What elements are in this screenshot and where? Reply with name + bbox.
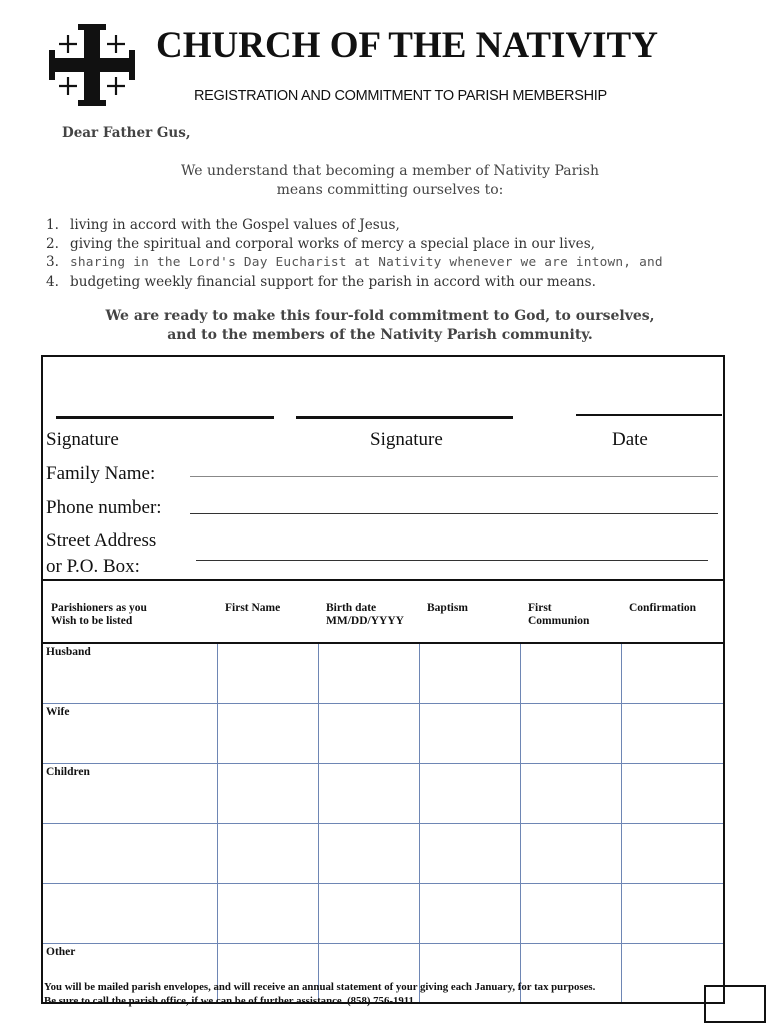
address-field[interactable] xyxy=(196,560,708,561)
cell[interactable] xyxy=(217,764,318,824)
list-item xyxy=(46,235,663,254)
intro-line-1: We understand that becoming a member of Nativity Parish xyxy=(181,163,599,179)
list-item-text: budgeting weekly financial support for the parish in accord with our means. xyxy=(70,273,596,290)
address-label-line-1: Street Address xyxy=(46,530,157,551)
row-label-husband: Husband xyxy=(42,643,217,704)
table-header-row xyxy=(42,580,724,643)
page-title: CHURCH OF THE NATIVITY xyxy=(156,25,658,66)
greeting: Dear Father Gus, xyxy=(62,125,191,141)
cell[interactable] xyxy=(621,643,724,704)
header-first-name: First Name xyxy=(217,580,318,643)
row-label-blank xyxy=(42,884,217,944)
date-line[interactable] xyxy=(576,414,722,416)
list-item xyxy=(46,216,663,235)
cell[interactable] xyxy=(318,764,419,824)
table-row xyxy=(42,643,724,704)
jerusalem-cross-logo xyxy=(48,22,136,108)
date-label: Date xyxy=(612,429,648,450)
cell[interactable] xyxy=(419,704,520,764)
header-first-communion: First Communion xyxy=(520,580,621,643)
cell[interactable] xyxy=(217,884,318,944)
header-baptism: Baptism xyxy=(419,580,520,643)
row-label-children: Children xyxy=(42,764,217,824)
list-item-text: sharing in the Lord's Day Eucharist at Nativity whenever we are intown, and xyxy=(70,255,663,270)
footer-note xyxy=(44,981,595,1008)
cell[interactable] xyxy=(419,643,520,704)
commitment-list xyxy=(46,216,663,291)
list-item-text: living in accord with the Gospel values of Jesus, xyxy=(70,217,400,233)
cell[interactable] xyxy=(621,884,724,944)
list-item-number: 3. xyxy=(46,254,59,270)
cell[interactable] xyxy=(419,764,520,824)
cell[interactable] xyxy=(520,764,621,824)
commitment-line-2: and to the members of the Nativity Parish community. xyxy=(167,327,593,343)
phone-field[interactable] xyxy=(190,513,718,514)
cell[interactable] xyxy=(318,824,419,884)
row-label-other: Other xyxy=(42,944,217,1004)
cell[interactable] xyxy=(520,704,621,764)
cell[interactable] xyxy=(419,824,520,884)
cell[interactable] xyxy=(318,884,419,944)
cell[interactable] xyxy=(621,764,724,824)
intro-line-2: means committing ourselves to: xyxy=(276,182,504,198)
table-row xyxy=(42,824,724,884)
list-item-number: 2. xyxy=(46,235,59,252)
parishioner-table xyxy=(41,579,725,1004)
address-label-line-2: or P.O. Box: xyxy=(46,556,140,577)
list-item-number: 1. xyxy=(46,217,59,233)
commitment-line-1: We are ready to make this four-fold commitment to God, to ourselves, xyxy=(105,308,655,324)
cell[interactable] xyxy=(217,824,318,884)
cell[interactable] xyxy=(520,884,621,944)
cell[interactable] xyxy=(217,704,318,764)
list-item xyxy=(46,253,663,273)
intro-text xyxy=(140,162,640,200)
list-item-text: giving the spiritual and corporal works of mercy a special place in our lives, xyxy=(70,235,595,252)
cell[interactable] xyxy=(621,704,724,764)
header-birth-date: Birth date MM/DD/YYYY xyxy=(318,580,419,643)
cell[interactable] xyxy=(621,824,724,884)
footer-line-1: You will be mailed parish envelopes, and will receive an annual statement of your giving each January, for tax purposes. xyxy=(44,981,596,993)
signature-2-line[interactable] xyxy=(296,416,513,419)
phone-label: Phone number: xyxy=(46,497,162,518)
cell[interactable] xyxy=(520,824,621,884)
signature-1-label: Signature xyxy=(46,429,119,450)
footer-line-2: Be sure to call the parish office, if we can be of further assistance. (858) 756-1911 xyxy=(44,994,414,1007)
list-item-number: 4. xyxy=(46,273,59,290)
table-row xyxy=(42,884,724,944)
list-item xyxy=(46,273,663,292)
cell[interactable] xyxy=(318,704,419,764)
header-parishioners: Parishioners as you Wish to be listed xyxy=(42,580,217,643)
family-name-field[interactable] xyxy=(190,476,718,477)
cell[interactable] xyxy=(318,643,419,704)
signature-1-line[interactable] xyxy=(56,416,274,419)
table-row xyxy=(42,704,724,764)
page-subtitle: REGISTRATION AND COMMITMENT TO PARISH MEMBERSHIP xyxy=(194,88,607,104)
signature-2-label: Signature xyxy=(370,429,443,450)
table-row xyxy=(42,764,724,824)
header-confirmation: Confirmation xyxy=(621,580,724,643)
office-use-box xyxy=(704,985,766,1023)
cell[interactable] xyxy=(419,884,520,944)
row-label-blank xyxy=(42,824,217,884)
commitment-statement xyxy=(60,307,700,345)
row-label-wife: Wife xyxy=(42,704,217,764)
family-name-label: Family Name: xyxy=(46,463,156,484)
cell[interactable] xyxy=(520,643,621,704)
cell[interactable] xyxy=(217,643,318,704)
